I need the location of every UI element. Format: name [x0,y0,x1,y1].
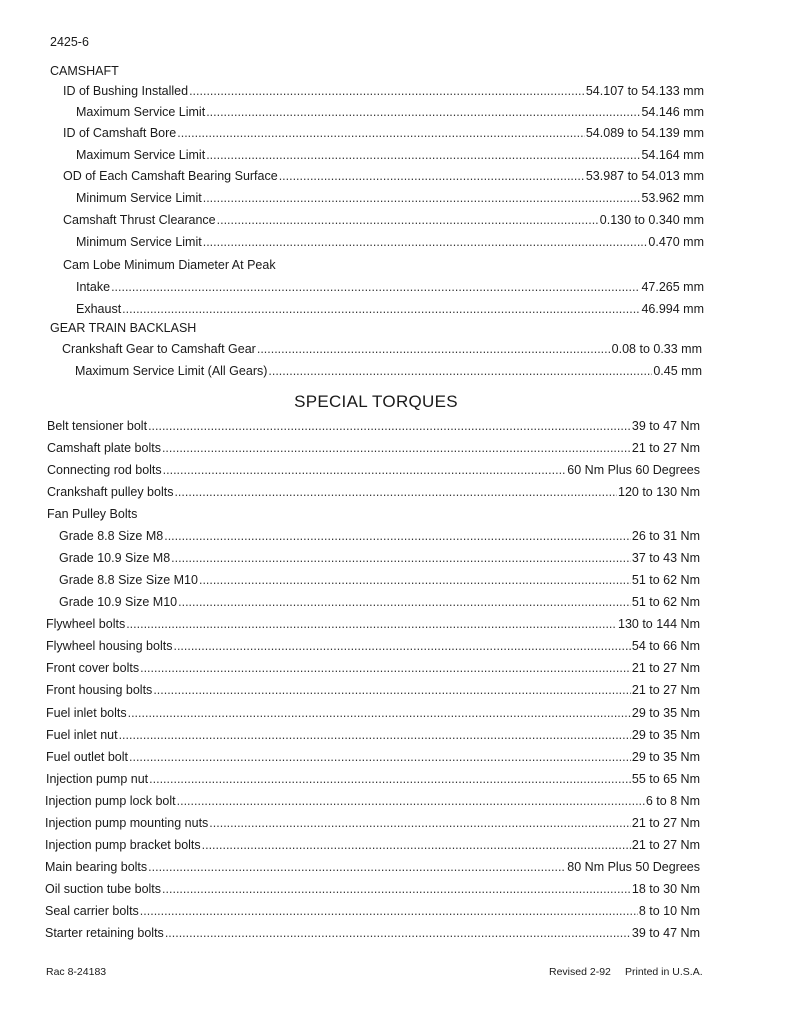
spec-label: Crankshaft Gear to Camshaft Gear [62,342,256,356]
spec-label: Maximum Service Limit [76,105,206,119]
torque-value: 6 to 8 Nm [645,794,700,808]
spec-row [63,82,704,100]
spec-row [62,340,702,358]
torque-label: Main bearing bolts [45,860,148,874]
torque-label: Grade 10.9 Size M8 [59,551,171,565]
torque-label: Injection pump mounting nuts [45,816,209,830]
torque-row [46,637,700,655]
torque-value: 21 to 27 Nm [631,838,700,852]
dot-leader [206,146,640,164]
spec-value: 47.265 mm [641,280,704,294]
dot-leader [165,924,631,942]
spec-row [63,167,704,185]
spec-label: Minimum Service Limit [76,235,202,249]
torque-row [46,770,700,788]
torque-row [46,659,700,677]
dot-leader [148,858,566,876]
torque-value: 8 to 10 Nm [638,904,700,918]
dot-leader [202,836,631,854]
spec-value: 54.164 mm [641,148,704,162]
torque-row [46,615,700,633]
torque-row [46,681,700,699]
dot-leader [126,615,617,633]
dot-leader [177,792,645,810]
spec-value: 53.987 to 54.013 mm [585,169,704,183]
dot-leader [162,880,631,898]
torque-value: 21 to 27 Nm [631,661,700,675]
spec-value: 0.470 mm [648,235,704,249]
torque-value: 80 Nm Plus 50 Degrees [567,860,700,874]
torque-row [46,704,700,722]
spec-value: 0.45 mm [653,364,702,378]
torque-value: 29 to 35 Nm [631,706,700,720]
torque-value: 60 Nm Plus 60 Degrees [567,463,700,477]
torque-row [47,417,700,435]
torque-row [47,461,700,479]
dot-leader [203,189,641,207]
dot-leader [171,549,631,567]
special-torques-title: SPECIAL TORQUES [294,392,458,411]
dot-leader [173,637,630,655]
torque-row [45,902,700,920]
torque-row [59,571,700,589]
torque-value: 37 to 43 Nm [631,551,700,565]
spec-label: Maximum Service Limit [76,148,206,162]
torque-label: Flywheel housing bolts [46,639,173,653]
torque-row [46,748,700,766]
torque-value: 120 to 130 Nm [618,485,700,499]
dot-leader [177,124,585,142]
torque-row [45,836,700,854]
camshaft-heading: CAMSHAFT [50,64,119,78]
spec-value: 53.962 mm [641,191,704,205]
spec-label: Exhaust [76,302,122,316]
dot-leader [174,483,617,501]
spec-label: ID of Bushing Installed [63,84,189,98]
torque-value: 54 to 66 Nm [631,639,700,653]
torque-label: Grade 10.9 Size M10 [59,595,178,609]
spec-row [75,362,702,380]
torque-label: Grade 8.8 Size M8 [59,529,164,543]
torque-value: 18 to 30 Nm [631,882,700,896]
dot-leader [203,233,648,251]
torque-value: 21 to 27 Nm [631,683,700,697]
dot-leader [140,659,631,677]
torque-value: 130 to 144 Nm [618,617,700,631]
torque-row [45,814,700,832]
spec-value: 0.130 to 0.340 mm [599,213,704,227]
footer-doc-number: Rac 8-24183 [46,966,107,978]
torque-value: 21 to 27 Nm [631,441,700,455]
torque-label: Connecting rod bolts [47,463,162,477]
dot-leader [122,300,640,318]
spec-value: 46.994 mm [641,302,704,316]
spec-row [76,300,704,318]
torque-label: Fuel outlet bolt [46,750,128,764]
torque-row [46,726,700,744]
spec-row [76,278,704,296]
dot-leader [279,167,585,185]
dot-leader [153,681,631,699]
torque-label: Oil suction tube bolts [45,882,162,896]
spec-row [76,189,704,207]
spec-value: 54.089 to 54.139 mm [585,126,704,140]
dot-leader [163,461,567,479]
torque-subheading: Fan Pulley Bolts [47,507,138,521]
torque-label: Starter retaining bolts [45,926,164,940]
torque-value: 29 to 35 Nm [631,728,700,742]
torque-label: Front cover bolts [46,661,140,675]
torque-row [45,880,700,898]
torque-label: Injection pump nut [46,772,149,786]
dot-leader [209,814,631,832]
spec-value: 54.107 to 54.133 mm [585,84,704,98]
spec-row [76,233,704,251]
spec-label: Minimum Service Limit [76,191,202,205]
spec-row [63,124,704,142]
dot-leader [257,340,611,358]
spec-row [63,211,704,229]
torque-value: 55 to 65 Nm [631,772,700,786]
dot-leader [140,902,638,920]
torque-value: 51 to 62 Nm [631,573,700,587]
torque-label: Fuel inlet bolts [46,706,127,720]
spec-row [76,103,704,121]
torque-value: 26 to 31 Nm [631,529,700,543]
spec-label: Intake [76,280,111,294]
spec-label: Camshaft Thrust Clearance [63,213,216,227]
dot-leader [164,527,631,545]
torque-label: Injection pump lock bolt [45,794,176,808]
spec-label: OD of Each Camshaft Bearing Surface [63,169,278,183]
torque-row [59,593,700,611]
torque-value: 51 to 62 Nm [631,595,700,609]
dot-leader [199,571,631,589]
dot-leader [149,770,631,788]
torque-value: 39 to 47 Nm [631,419,700,433]
footer-revised: Revised 2-92 [549,966,611,978]
torque-value: 29 to 35 Nm [631,750,700,764]
torque-row [45,858,700,876]
torque-label: Front housing bolts [46,683,153,697]
dot-leader [111,278,640,296]
gear-train-heading: GEAR TRAIN BACKLASH [50,321,197,335]
spec-value: 0.08 to 0.33 mm [611,342,702,356]
footer-printed: Printed in U.S.A. [625,966,703,978]
dot-leader [217,211,599,229]
spec-label: Maximum Service Limit (All Gears) [75,364,268,378]
dot-leader [268,362,652,380]
dot-leader [128,704,631,722]
dot-leader [129,748,631,766]
torque-label: Flywheel bolts [46,617,126,631]
spec-value: 54.146 mm [641,105,704,119]
torque-row [47,483,700,501]
torque-row [47,439,700,457]
dot-leader [162,439,631,457]
torque-label: Crankshaft pulley bolts [47,485,174,499]
torque-label: Fuel inlet nut [46,728,118,742]
torque-value: 39 to 47 Nm [631,926,700,940]
dot-leader [178,593,631,611]
torque-label: Belt tensioner bolt [47,419,148,433]
torque-label: Camshaft plate bolts [47,441,161,455]
dot-leader [206,103,640,121]
page-id: 2425-6 [50,35,89,49]
torque-row [59,527,700,545]
dot-leader [189,82,585,100]
torque-label: Injection pump bracket bolts [45,838,201,852]
torque-label: Seal carrier bolts [45,904,139,918]
dot-leader [148,417,631,435]
spec-subheading: Cam Lobe Minimum Diameter At Peak [63,258,276,272]
torque-row [59,549,700,567]
torque-row [45,924,700,942]
torque-row [45,792,700,810]
torque-label: Grade 8.8 Size Size M10 [59,573,198,587]
spec-label: ID of Camshaft Bore [63,126,177,140]
dot-leader [119,726,631,744]
torque-value: 21 to 27 Nm [631,816,700,830]
spec-row [76,146,704,164]
